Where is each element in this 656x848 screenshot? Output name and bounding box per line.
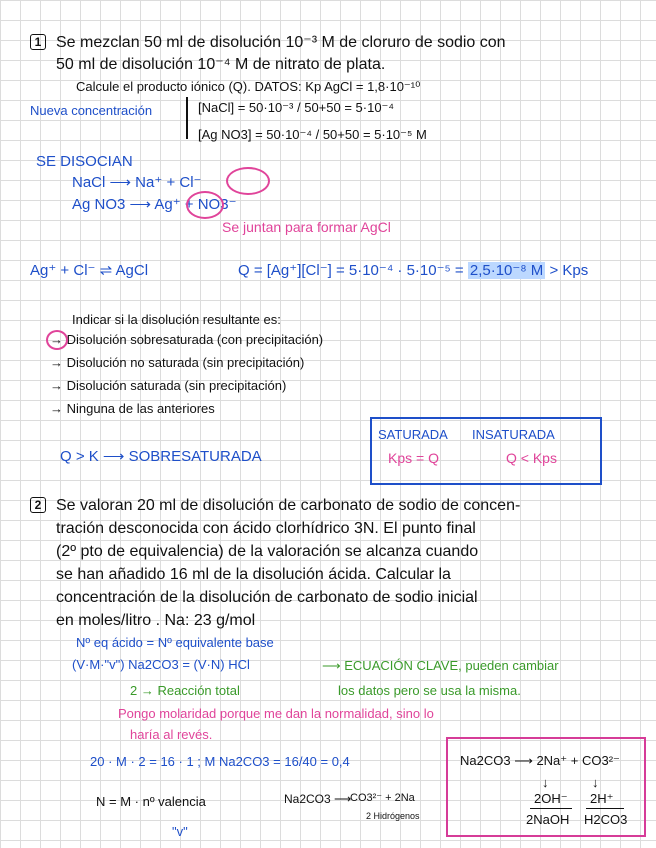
p1-statement-line-3: Calcule el producto iónico (Q). DATOS: Kp AgCl = 1,8·10⁻¹⁰	[76, 79, 421, 94]
molarity-calculation: 20 · M · 2 = 16 · 1 ; M Na2CO3 = 16/40 = 0,4	[90, 754, 350, 769]
concentration-brace	[186, 97, 188, 139]
valence-symbol: "v"	[172, 824, 188, 839]
box-sodium-hydroxide: 2NaOH	[526, 812, 570, 827]
agno3-dissociation: Ag NO3 ⟶ Ag⁺ + NO3⁻	[72, 196, 237, 213]
q-value: 2,5·10⁻⁸ M	[469, 262, 544, 279]
box-hydrogen: 2H⁺	[590, 791, 614, 806]
q-expression	[238, 263, 588, 278]
hydrogens-note: 2 Hidrógenos	[366, 811, 420, 821]
problem-1-number: 1	[30, 34, 46, 50]
chloride-highlight-circle	[226, 167, 270, 195]
key-equation: (V·M·"v") Na2CO3 = (V·N) HCl	[72, 657, 250, 672]
q-comparison: > Kps	[549, 262, 589, 279]
conclusion: Q > K ⟶ SOBRESATURADA	[60, 448, 262, 465]
box-carbonic-acid: H2CO3	[584, 812, 628, 827]
indicate-prompt: Indicar si la disolución resultante es:	[72, 312, 281, 327]
problem-2-number: 2	[30, 497, 46, 513]
fraction-line-2	[586, 808, 624, 809]
saturated-condition: Kps = Q	[388, 450, 439, 466]
box-hydroxide: 2OH⁻	[534, 791, 568, 806]
nacl-dissociation: NaCl ⟶ Na⁺ + Cl⁻	[72, 174, 202, 191]
key-equation-note: ⟶ ECUACIÓN CLAVE, pueden cambiar	[322, 658, 559, 673]
option-2: → Disolución no saturada (sin precipitación)	[50, 355, 305, 370]
saturated-header: SATURADA	[378, 427, 448, 442]
selected-option-circle	[46, 330, 68, 350]
p2-line-1: Se valoran 20 ml de disolución de carbonato de sodio de concen-	[56, 497, 521, 514]
dissociation-heading: SE DISOCIAN	[36, 153, 133, 170]
equilibrium-equation: Ag⁺ + Cl⁻ ⇌ AgCl	[30, 262, 149, 279]
normality-definition: N = M · nº valencia	[96, 794, 206, 809]
option-1: → Disolución sobresaturada (con precipitación)	[50, 332, 324, 347]
fraction-line-1	[530, 808, 572, 809]
unsaturated-condition: Q < Kps	[506, 450, 557, 466]
p2-line-3: (2º pto de equivalencia) de la valoración se alcanza cuando	[56, 543, 479, 560]
p2-line-4: se han añadido 16 ml de la disolución ácida. Calcular la	[56, 566, 451, 583]
carbonate-ions: CO3²⁻ + 2Na	[350, 792, 415, 804]
precipitate-note: Se juntan para formar AgCl	[222, 219, 391, 235]
reaction-valence-note: 2 → Reacción total	[130, 683, 240, 698]
unsaturated-header: INSATURADA	[472, 427, 555, 442]
nacl-concentration: [NaCl] = 50·10⁻³ / 50+50 = 5·10⁻⁴	[198, 100, 395, 115]
option-3: → Disolución saturada (sin precipitación)	[50, 378, 287, 393]
p1-statement-line-1: Se mezclan 50 ml de disolución 10⁻³ M de cloruro de sodio con	[56, 34, 506, 51]
arrow-down-icon: ↓	[592, 775, 599, 790]
box-dissociation-equation: Na2CO3 ⟶ 2Na⁺ + CO3²⁻	[460, 753, 620, 768]
p2-line-5: concentración de la disolución de carbonato de sodio inicial	[56, 589, 478, 606]
p2-line-6: en moles/litro . Na: 23 g/mol	[56, 612, 256, 629]
molarity-note-line-1: Pongo molaridad porque me dan la normalidad, sino lo	[118, 706, 434, 721]
p1-statement-line-2: 50 ml de disolución 10⁻⁴ M de nitrato de plata.	[56, 56, 386, 73]
agno3-concentration: [Ag NO3] = 50·10⁻⁴ / 50+50 = 5·10⁻⁵ M	[198, 127, 427, 142]
option-4: → Ninguna de las anteriores	[50, 401, 215, 416]
q-formula: Q = [Ag⁺][Cl⁻] = 5·10⁻⁴ · 5·10⁻⁵ =	[238, 262, 464, 279]
carbonate-dissociation: Na2CO3 ⟶	[284, 792, 352, 806]
same-equation-note: los datos pero se usa la misma.	[338, 683, 521, 698]
silver-highlight-circle	[186, 191, 224, 219]
equivalents-equation: Nº eq ácido = Nº equivalente base	[76, 635, 274, 650]
p2-line-2: tración desconocida con ácido clorhídrico 3N. El punto final	[56, 520, 476, 537]
molarity-note-line-2: haría al revés.	[130, 727, 213, 742]
arrow-down-icon: ↓	[542, 775, 549, 790]
new-concentration-label: Nueva concentración	[30, 103, 153, 118]
